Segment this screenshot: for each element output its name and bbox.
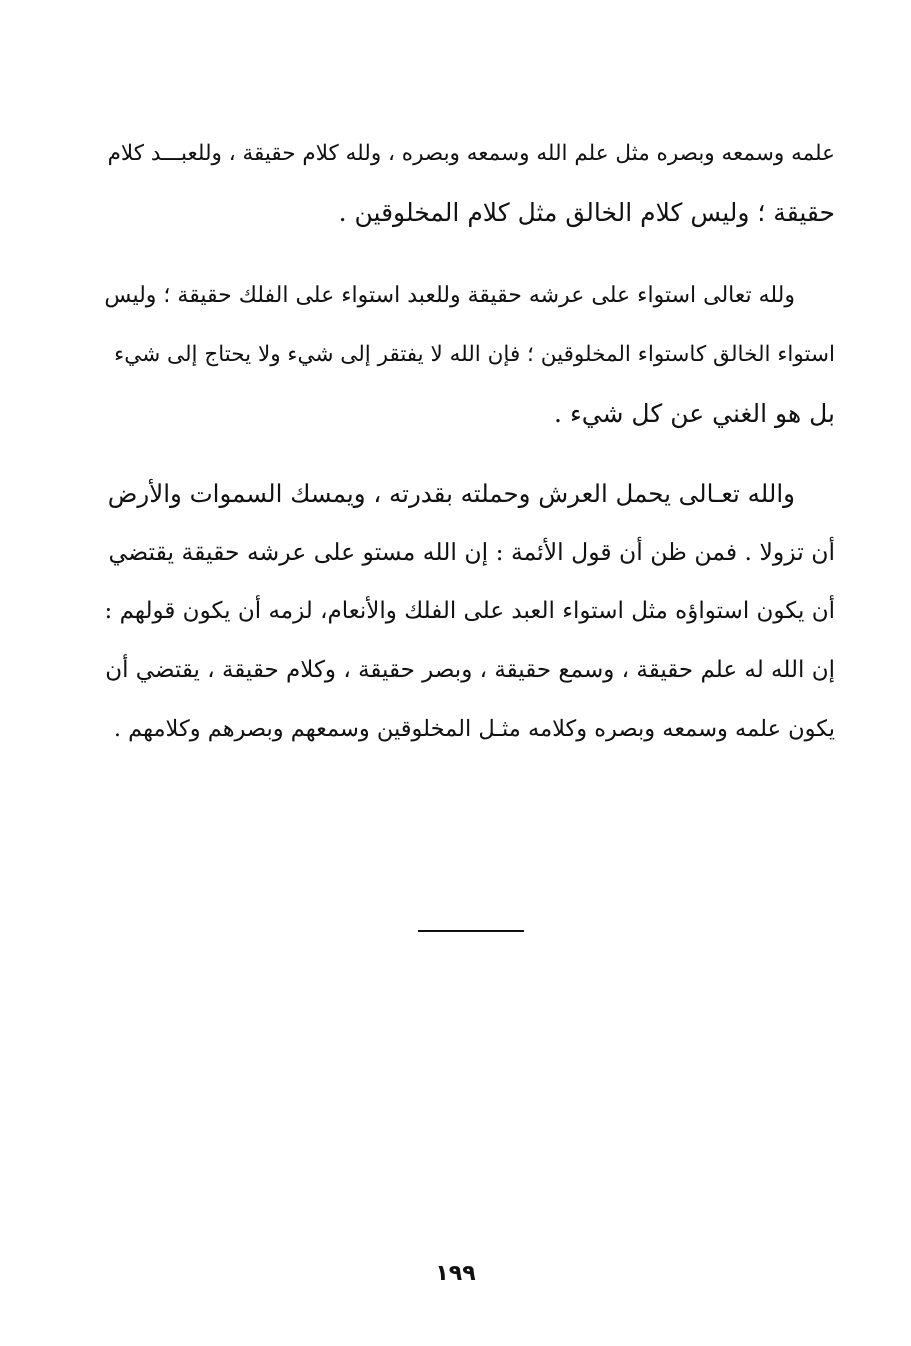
- section-separator: [418, 930, 524, 932]
- paragraph-3: [100, 464, 835, 759]
- paragraph-line: يكون علمه وسمعه وبصره وكلامه مثـل المخلوقين وسمعهم وبصرهم وكلامهم .: [113, 716, 835, 742]
- paragraph-line: والله تعـالى يحمل العرش وحملته بقدرته ، ويمسك السموات والأرض: [107, 479, 795, 508]
- paragraph-line: أن تزولا . فمن ظن أن قول الأئمة : إن الله مستو على عرشه حقيقة يقتضي: [108, 538, 835, 566]
- paragraph-line: بل هو الغني عن كل شيء .: [554, 399, 835, 428]
- page-number: ١٩٩: [435, 1261, 476, 1286]
- paragraph-line: ولله تعالى استواء على عرشه حقيقة وللعبد استواء على الفلك حقيقة ؛ وليس: [104, 283, 795, 308]
- paragraph-line: أن يكون استواؤه مثل استواء العبد على الفلك والأنعام، لزمه أن يكون قولهم :: [104, 598, 835, 624]
- paragraph-line: إن الله له علم حقيقة ، وسمع حقيقة ، وبصر حقيقة ، وكلام حقيقة ، يقتضي أن: [105, 657, 835, 683]
- paragraph-2: [100, 266, 835, 443]
- paragraph-line: استواء الخالق كاستواء المخلوقين ؛ فإن الله لا يفتقر إلى شيء ولا يحتاج إلى شيء: [114, 342, 835, 367]
- paragraph-line: حقيقة ؛ وليس كلام الخالق مثل كلام المخلوقين .: [338, 198, 835, 227]
- paragraph-1: [100, 124, 835, 242]
- paragraph-line: علمه وسمعه وبصره مثل علم الله وسمعه وبصره ، ولله كلام حقيقة ، وللعبـــد كلام: [107, 141, 835, 166]
